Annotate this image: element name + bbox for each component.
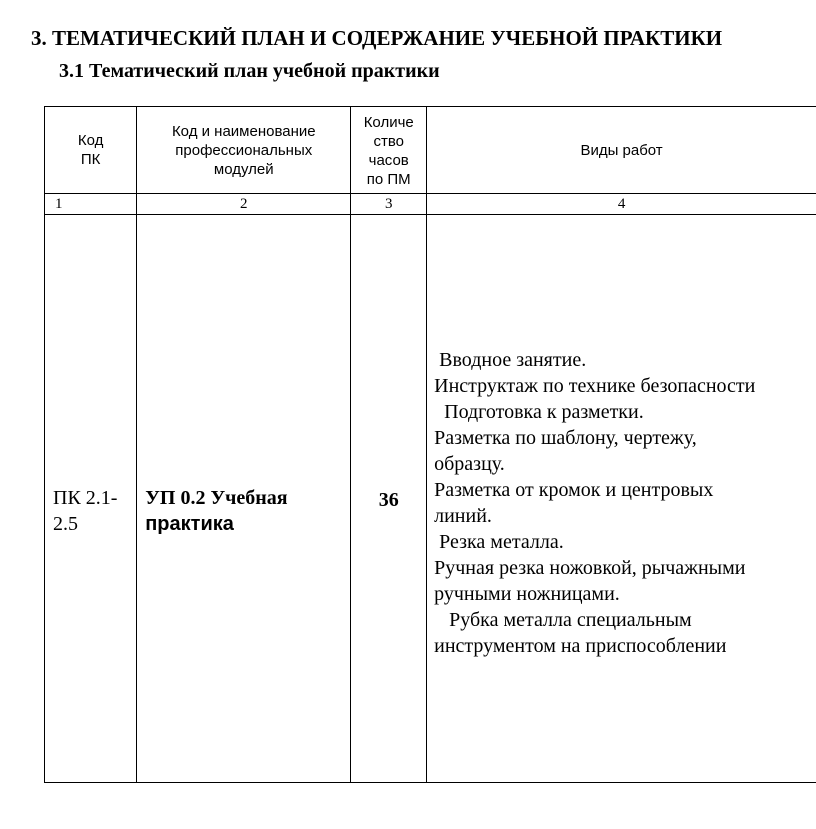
table-row <box>45 215 816 783</box>
header-module-line: профессиональных <box>175 141 313 159</box>
hours-cell: 36 <box>351 215 427 783</box>
subsection-heading: 3.1 Тематический план учебной практики <box>59 60 440 82</box>
column-number-row <box>45 194 816 215</box>
header-hours-line: по ПМ <box>366 171 411 188</box>
header-code-line: Код <box>77 132 104 149</box>
header-code-line: ПК <box>80 151 101 168</box>
module-line: практика <box>145 512 234 535</box>
work-item: ручными ножницами. <box>434 582 620 605</box>
header-works: Виды работ <box>427 107 816 194</box>
work-item: инструментом на приспособлении <box>434 634 727 657</box>
thematic-plan-table <box>44 106 816 783</box>
header-module-line: Код и наименование <box>171 122 316 140</box>
header-hours <box>351 107 427 194</box>
column-number: 1 <box>45 194 137 215</box>
work-item: Инструктаж по технике безопасности <box>434 374 756 397</box>
work-item: Разметка от кромок и центровых <box>434 478 714 501</box>
header-module-line: модулей <box>213 160 274 178</box>
header-hours-line: ство <box>373 133 404 150</box>
work-item: линий. <box>434 504 492 527</box>
pk-code-cell <box>45 215 137 783</box>
header-module <box>137 107 351 194</box>
header-hours-line: часов <box>368 152 409 169</box>
module-line: УП 0.2 Учебная <box>145 486 288 509</box>
works-cell <box>427 215 816 783</box>
section-heading: 3. ТЕМАТИЧЕСКИЙ ПЛАН И СОДЕРЖАНИЕ УЧЕБНОЙ ПРАКТИКИ <box>31 26 723 50</box>
header-code <box>45 107 137 194</box>
column-number: 3 <box>351 194 427 215</box>
pk-code-line: 2.5 <box>53 512 78 535</box>
work-item: Рубка металла специальным <box>434 608 692 631</box>
work-item: Подготовка к разметки. <box>434 400 644 423</box>
work-item: образцу. <box>434 452 505 475</box>
header-hours-line: Количе <box>363 114 414 131</box>
column-number: 4 <box>427 194 816 215</box>
work-item: Вводное занятие. <box>434 348 587 371</box>
pk-code-line: ПК 2.1- <box>53 486 118 509</box>
work-item: Разметка по шаблону, чертежу, <box>434 426 697 449</box>
table-header-row <box>45 107 816 194</box>
work-item: Резка металла. <box>434 530 564 553</box>
work-item: Ручная резка ножовкой, рычажными <box>434 556 746 579</box>
column-number: 2 <box>137 194 351 215</box>
module-cell <box>137 215 351 783</box>
